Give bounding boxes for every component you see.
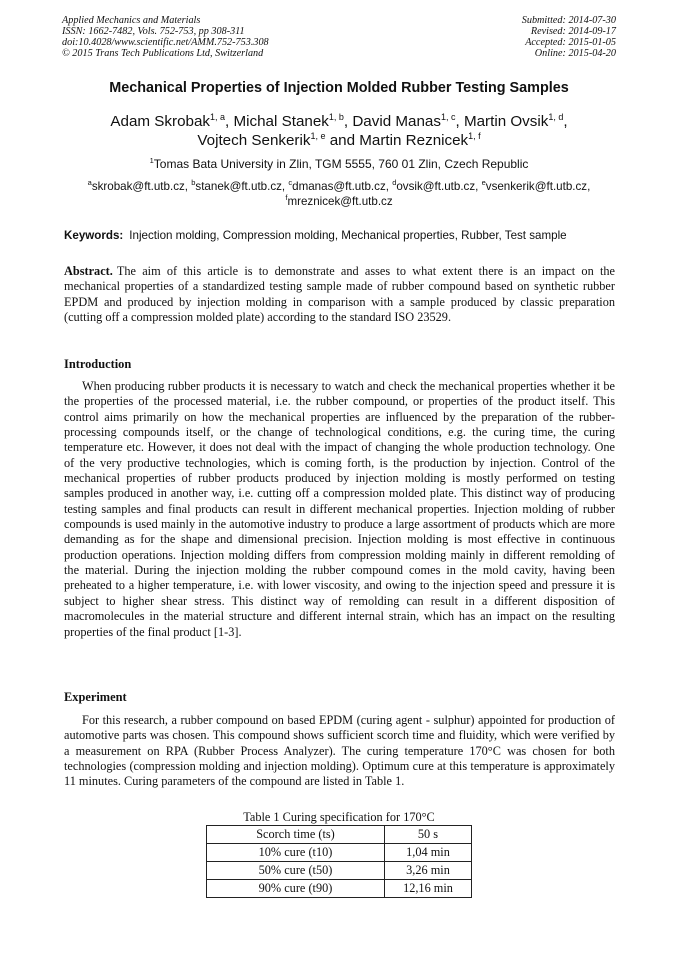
date-accepted: Accepted: 2015-01-05 <box>525 37 616 48</box>
journal-info <box>62 15 269 59</box>
table-caption: Table 1 Curing specification for 170°C <box>243 810 435 824</box>
table-cell: 50 s <box>385 826 472 844</box>
email-sup: e <box>481 178 486 188</box>
author-name: Michal Stanek <box>233 113 329 130</box>
author-sep: and <box>325 132 360 149</box>
author-name: Vojtech Senkerik <box>197 132 311 149</box>
introduction-paragraph: When producing rubber products it is necessary to watch and check the mechanical properties whether it be the properties of the processed material, i.e. the rubber compound, or properties of the product itself. This control aims primarily on how the mechanical properties are influenced by the preparation of the rubber-processing compounds itself, or the change of technological conditions, e.g. the curing time, the curing temperature etc. However, it does not deal with the impact of changing the whole production technology. One of the very productive technologies, which is coming forth, is the production by injection. Control of the mechanical properties of rubber products produced by injection molding is mostly performed on testing samples produced in another way, i.e. cutting off a compression molded plate. This distinct way of producing testing samples and final products can result in different mechanical properties. Injection molding of rubber compounds is used mainly in the automotive industry to produce a large assortment of products which are more demanding as for the shape and dimensional precision. Injection molding is most effective in continuous production operations. Injection molding differs from compression molding mainly in different remolding of the material. During the injection molding the rubber compound comes in the mold cavity, having been preheated to a higher temperature, i.e. with lower viscosity, and owing to the injection speed and pressure it is subject to higher shear stress. This distinct way of remolding can result in a different disposition of macromolecules in the material structure and different internal strain, which has an impact on the resulting properties of the final product [1-3]. <box>64 379 615 639</box>
curing-table <box>206 825 472 898</box>
author-sup: 1, d <box>548 111 564 122</box>
affiliation-sup: 1 <box>149 156 154 165</box>
table-cell: 10% cure (t10) <box>207 844 385 862</box>
date-revised: Revised: 2014-09-17 <box>530 26 616 37</box>
author-name: David Manas <box>352 113 441 130</box>
table-row <box>207 862 472 880</box>
date-online: Online: 2015-04-20 <box>534 48 616 59</box>
author-sup: 1, c <box>440 111 456 122</box>
email-sup: a <box>87 178 92 188</box>
abstract <box>64 264 615 325</box>
email-address[interactable]: skrobak@ft.utb.cz, <box>91 180 192 193</box>
author-name: Adam Skrobak <box>110 113 211 130</box>
author-sup: 1, b <box>328 111 344 122</box>
author-sup: 1, e <box>310 130 326 141</box>
affiliation-text: Tomas Bata University in Zlin, TGM 5555, 760 01 Zlin, Czech Republic <box>153 157 529 171</box>
email-list <box>48 179 630 209</box>
experiment-paragraph: For this research, a rubber compound on based EPDM (curing agent - sulphur) appointed for production of automotive parts was chosen. This compound shows sufficient scorch time and fluidity, which were verified by a measurement on RPA (Rubber Process Analyzer). The curing temperature 170°C was chosen for both technologies (compression molding and injection molding). Optimum cure at this temperature is approximately 11 minutes. Curing parameters of the compound are listed in Table 1. <box>64 713 615 789</box>
date-submitted: Submitted: 2014-07-30 <box>521 15 616 26</box>
email-sup: c <box>288 178 293 188</box>
email-address[interactable]: vsenkerik@ft.utb.cz, <box>485 180 591 193</box>
author-sep: , <box>455 113 464 130</box>
affiliation <box>40 157 638 171</box>
abstract-text: The aim of this article is to demonstrate and asses to what extent there is an impact on the mechanical properties of a standardized testing sample made of rubber compound based on synthetic rubber EPDM and produced by injection molding in comparison with a sample produced by classic preparation (cutting off a compression molded plate) according to the standard ISO 23529. <box>64 264 615 325</box>
keywords <box>64 229 624 242</box>
author-list <box>40 112 638 150</box>
publication-dates <box>522 15 616 59</box>
email-sup: d <box>392 178 397 188</box>
abstract-label: Abstract. <box>64 264 113 278</box>
journal-issn: ISSN: 1662-7482, Vols. 752-753, pp 308-311 <box>62 26 245 37</box>
keywords-label: Keywords: <box>64 229 124 242</box>
table-cell: Scorch time (ts) <box>207 826 385 844</box>
journal-name: Applied Mechanics and Materials <box>62 15 201 26</box>
author-name: Martin Reznicek <box>359 132 469 149</box>
keywords-text: Injection molding, Compression molding, Mechanical properties, Rubber, Test sample <box>129 229 567 242</box>
author-name: Martin Ovsik <box>463 113 549 130</box>
email-sup: f <box>285 193 288 203</box>
table-cell: 50% cure (t50) <box>207 862 385 880</box>
table-row <box>207 844 472 862</box>
author-sep: , <box>343 113 353 130</box>
table-row <box>207 880 472 898</box>
author-sup: 1, f <box>468 130 481 141</box>
table-row <box>207 826 472 844</box>
experiment-heading: Experiment <box>64 690 127 704</box>
email-address[interactable]: dmanas@ft.utb.cz, <box>292 180 393 193</box>
author-sep: , <box>225 113 234 130</box>
author-sep: , <box>563 113 568 130</box>
author-sup: 1, a <box>210 111 226 122</box>
table-cell: 12,16 min <box>385 880 472 898</box>
email-address[interactable]: stanek@ft.utb.cz, <box>195 180 289 193</box>
introduction-heading: Introduction <box>64 357 132 371</box>
table-cell: 1,04 min <box>385 844 472 862</box>
paper-title: Mechanical Properties of Injection Molded Rubber Testing Samples <box>109 80 569 96</box>
email-sup: b <box>191 178 196 188</box>
table-cell: 3,26 min <box>385 862 472 880</box>
journal-doi: doi:10.4028/www.scientific.net/AMM.752-753.308 <box>62 37 269 48</box>
journal-copyright: © 2015 Trans Tech Publications Ltd, Switzerland <box>62 48 264 59</box>
email-address[interactable]: ovsik@ft.utb.cz, <box>396 180 482 193</box>
table-cell: 90% cure (t90) <box>207 880 385 898</box>
email-address[interactable]: mreznicek@ft.utb.cz <box>287 195 393 208</box>
